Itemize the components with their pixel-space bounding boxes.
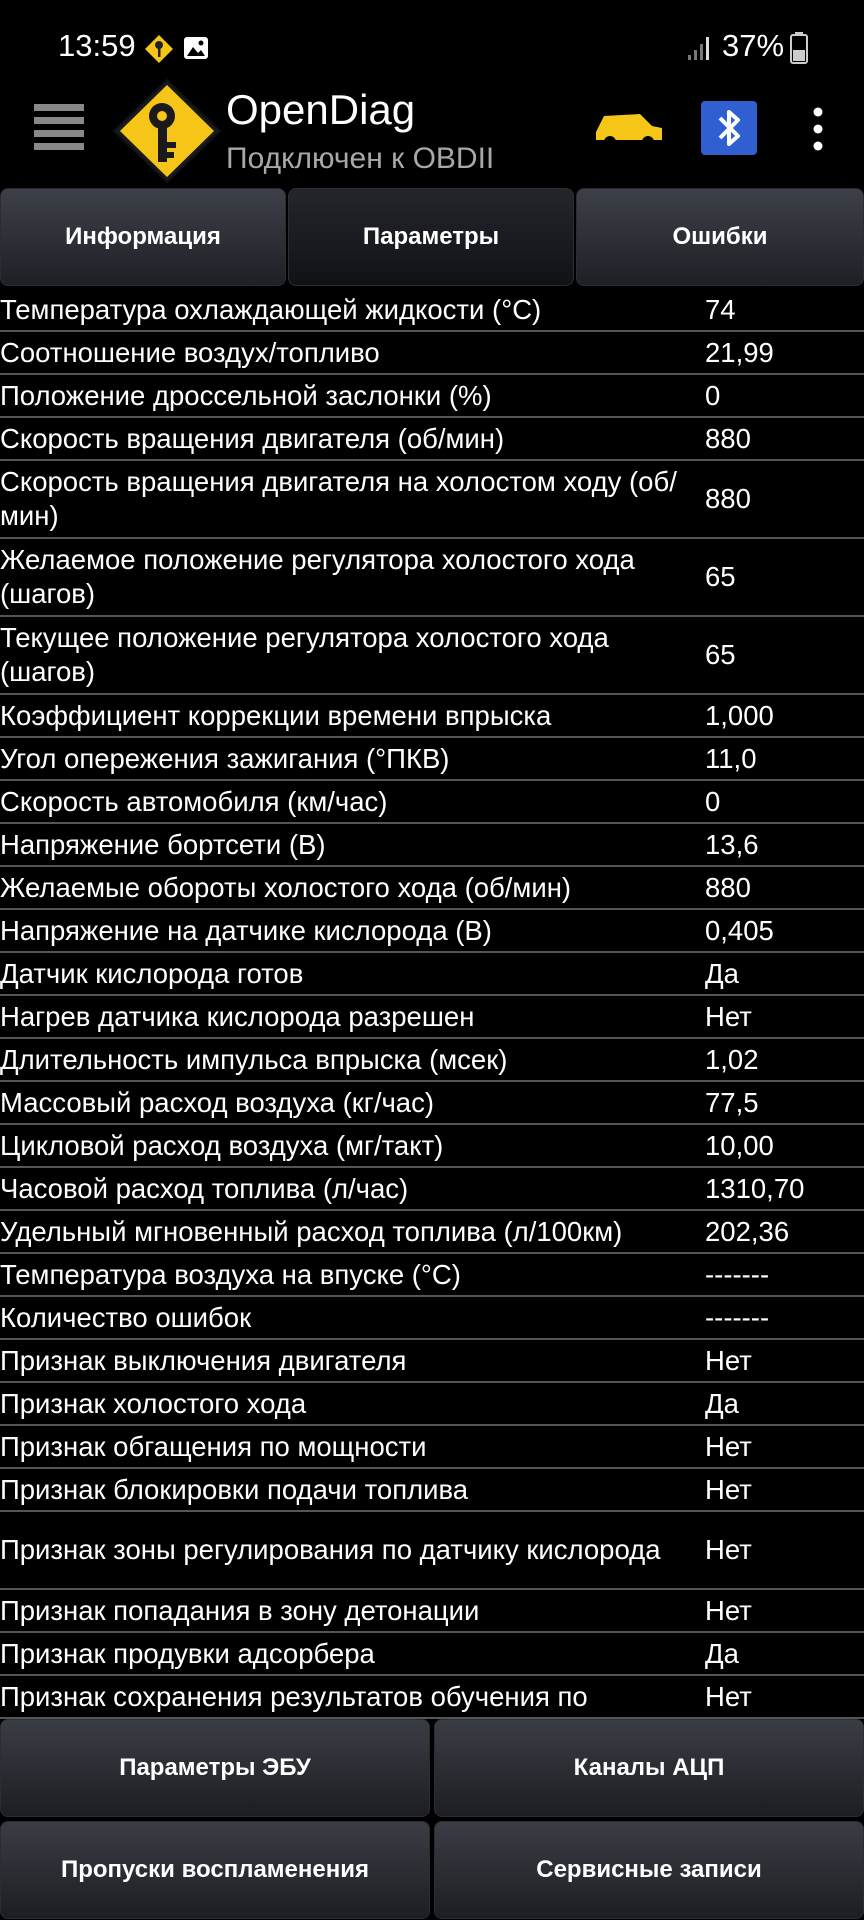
parameter-value: Нет xyxy=(705,1534,752,1565)
parameter-name: Длительность импульса впрыска (мсек) xyxy=(0,1043,508,1075)
parameter-row xyxy=(0,781,864,824)
parameter-value: 13,6 xyxy=(705,828,759,860)
parameter-value: Нет xyxy=(705,1000,752,1032)
tab-parameters[interactable]: Параметры xyxy=(288,188,574,286)
signal-icon xyxy=(686,34,714,62)
key-notification-icon xyxy=(144,34,174,64)
parameter-row xyxy=(0,1168,864,1211)
parameter-value: ------- xyxy=(705,1301,770,1333)
parameter-value: 74 xyxy=(705,293,736,325)
parameter-name: Желаемое положение регулятора холостого хода (шагов) xyxy=(0,544,635,609)
parameter-value: 65 xyxy=(705,639,736,670)
parameter-row xyxy=(0,461,864,539)
parameter-row xyxy=(0,1426,864,1469)
bottom-buttons xyxy=(0,1719,864,1920)
status-time: 13:59 xyxy=(58,28,136,63)
adc-channels-button[interactable]: Каналы АЦП xyxy=(434,1719,864,1817)
overflow-menu-icon[interactable] xyxy=(808,106,828,152)
parameter-name: Температура воздуха на впуске (°C) xyxy=(0,1258,461,1290)
parameter-row xyxy=(0,617,864,695)
connection-status: Подключен к OBDII xyxy=(226,142,495,175)
parameter-row xyxy=(0,1211,864,1254)
parameter-row xyxy=(0,375,864,418)
ecu-parameters-button[interactable]: Параметры ЭБУ xyxy=(0,1719,430,1817)
misfires-button[interactable]: Пропуски воспламенения xyxy=(0,1821,430,1919)
parameter-value: 11,0 xyxy=(705,742,757,774)
parameter-name: Признак зоны регулирования по датчику кислорода xyxy=(0,1534,661,1565)
parameter-name: Температура охлаждающей жидкости (°C) xyxy=(0,293,542,325)
battery-icon xyxy=(790,32,808,64)
parameter-name: Коэффициент коррекции времени впрыска xyxy=(0,699,552,731)
app-title: OpenDiag xyxy=(226,86,416,133)
parameter-row xyxy=(0,1512,864,1590)
parameter-name: Скорость автомобиля (км/час) xyxy=(0,785,388,817)
parameters-list[interactable] xyxy=(0,289,864,1719)
parameter-row xyxy=(0,910,864,953)
parameter-name: Признак выключения двигателя xyxy=(0,1344,407,1376)
service-records-button[interactable]: Сервисные записи xyxy=(434,1821,864,1919)
parameter-name: Скорость вращения двигателя на холостом ходу (об/мин) xyxy=(0,466,677,531)
parameter-value: 880 xyxy=(705,871,751,903)
parameter-row xyxy=(0,1039,864,1082)
parameter-row xyxy=(0,1383,864,1426)
parameter-name: Массовый расход воздуха (кг/час) xyxy=(0,1086,434,1118)
parameter-row xyxy=(0,1340,864,1383)
parameter-row xyxy=(0,1297,864,1340)
tab-info[interactable]: Информация xyxy=(0,188,286,286)
battery-percent: 37% xyxy=(722,28,785,63)
image-notification-icon xyxy=(182,34,210,62)
parameter-value: Да xyxy=(705,1387,739,1419)
bluetooth-icon[interactable] xyxy=(700,100,758,156)
parameter-name: Напряжение на датчике кислорода (В) xyxy=(0,914,492,946)
parameter-row xyxy=(0,332,864,375)
parameter-name: Датчик кислорода готов xyxy=(0,957,304,989)
parameter-value: 65 xyxy=(705,561,736,592)
parameter-name: Признак продувки адсорбера xyxy=(0,1637,375,1669)
parameter-value: Да xyxy=(705,957,739,989)
parameter-value: 1,02 xyxy=(705,1043,759,1075)
parameter-value: 77,5 xyxy=(705,1086,759,1118)
parameter-row xyxy=(0,738,864,781)
parameter-value: 202,36 xyxy=(705,1215,790,1247)
parameter-name: Признак попадания в зону детонации xyxy=(0,1594,480,1626)
parameter-value: 1,000 xyxy=(705,699,774,731)
parameter-name: Нагрев датчика кислорода разрешен xyxy=(0,1000,475,1032)
menu-icon[interactable] xyxy=(32,100,88,156)
parameter-row xyxy=(0,1082,864,1125)
parameter-value: 10,00 xyxy=(705,1129,774,1161)
parameter-name: Признак блокировки подачи топлива xyxy=(0,1473,469,1505)
parameter-row xyxy=(0,539,864,617)
parameter-row xyxy=(0,1590,864,1633)
parameter-row xyxy=(0,953,864,996)
app-bar xyxy=(0,72,864,184)
parameter-name: Соотношение воздух/топливо xyxy=(0,336,380,368)
parameter-row xyxy=(0,1125,864,1168)
parameter-row xyxy=(0,824,864,867)
parameter-name: Признак обгащения по мощности xyxy=(0,1430,427,1462)
parameter-value: Нет xyxy=(705,1430,752,1462)
parameter-row xyxy=(0,1676,864,1719)
app-logo xyxy=(112,78,222,184)
parameter-value: Нет xyxy=(705,1344,752,1376)
parameter-name: Признак сохранения результатов обучения по xyxy=(0,1680,588,1712)
parameter-row xyxy=(0,1469,864,1512)
parameter-row xyxy=(0,695,864,738)
parameter-name: Часовой расход топлива (л/час) xyxy=(0,1172,409,1204)
parameter-name: Скорость вращения двигателя (об/мин) xyxy=(0,422,505,454)
parameter-value: 1310,70 xyxy=(705,1172,805,1204)
parameter-name: Признак холостого хода xyxy=(0,1387,307,1419)
tab-bar xyxy=(0,188,864,288)
parameter-row xyxy=(0,996,864,1039)
parameter-row xyxy=(0,867,864,910)
parameter-value: ------- xyxy=(705,1258,770,1290)
parameter-name: Текущее положение регулятора холостого хода (шагов) xyxy=(0,622,609,687)
parameter-value: 0 xyxy=(705,785,721,817)
parameter-name: Цикловой расход воздуха (мг/такт) xyxy=(0,1129,444,1161)
parameter-name: Удельный мгновенный расход топлива (л/100км) xyxy=(0,1215,623,1247)
parameter-name: Напряжение бортсети (В) xyxy=(0,828,326,860)
parameter-row xyxy=(0,1633,864,1676)
parameter-row xyxy=(0,1254,864,1297)
parameter-value: 21,99 xyxy=(705,336,774,368)
parameter-row xyxy=(0,289,864,332)
parameter-value: 880 xyxy=(705,422,751,454)
parameter-name: Угол опережения зажигания (°ПКВ) xyxy=(0,742,450,774)
parameter-value: 0 xyxy=(705,379,721,411)
parameter-value: Нет xyxy=(705,1680,752,1712)
parameter-value: Да xyxy=(705,1637,739,1669)
parameter-value: Нет xyxy=(705,1473,752,1505)
car-icon[interactable] xyxy=(590,102,666,152)
tab-errors[interactable]: Ошибки xyxy=(576,188,864,286)
parameter-value: 880 xyxy=(705,483,751,514)
parameter-value: 0,405 xyxy=(705,914,774,946)
parameter-name: Количество ошибок xyxy=(0,1301,252,1333)
parameter-row xyxy=(0,418,864,461)
parameter-name: Положение дроссельной заслонки (%) xyxy=(0,379,492,411)
parameter-name: Желаемые обороты холостого хода (об/мин) xyxy=(0,871,572,903)
parameter-value: Нет xyxy=(705,1594,752,1626)
